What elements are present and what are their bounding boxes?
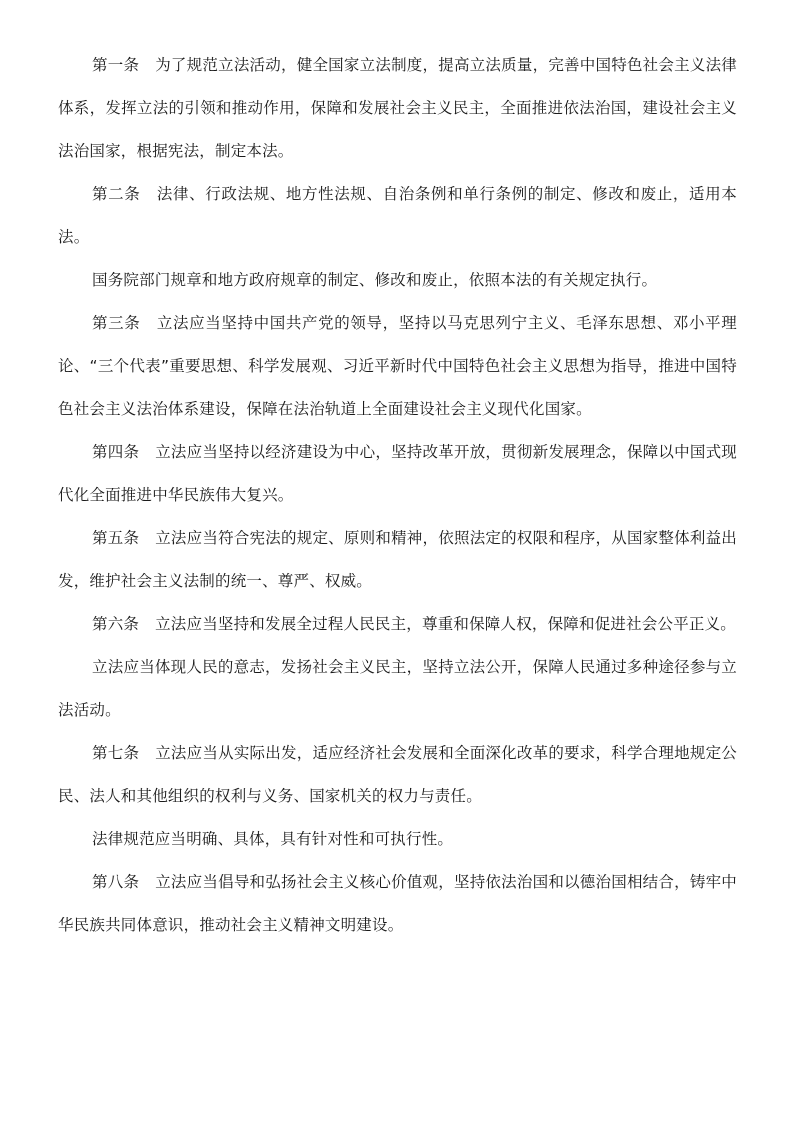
article-4-paragraph (58, 431, 737, 517)
article-label: 第二条 (92, 185, 141, 203)
article-label: 第六条 (92, 615, 140, 633)
paragraph-text: 立法应当倡导和弘扬社会主义核心价值观，坚持依法治国和以德治国相结合，铸牢中华民族共同体意识，推动社会主义精神文明建设。 (58, 873, 738, 934)
article-6-subparagraph (58, 646, 737, 732)
paragraph-text: 立法应当从实际出发，适应经济社会发展和全面深化改革的要求，科学合理地规定公民、法人和其他组织的权利与义务、国家机关的权力与责任。 (58, 744, 738, 805)
paragraph-text: 法律、行政法规、地方性法规、自治条例和单行条例的制定、修改和废止，适用本法。 (58, 185, 737, 246)
article-6-paragraph (58, 603, 737, 646)
article-1-paragraph (58, 44, 737, 173)
article-label: 第七条 (92, 744, 140, 762)
article-label: 第四条 (92, 443, 140, 461)
article-label: 第一条 (92, 56, 140, 74)
article-5-paragraph (58, 517, 737, 603)
article-2-paragraph (58, 173, 737, 259)
paragraph-text: 国务院部门规章和地方政府规章的制定、修改和废止，依照本法的有关规定执行。 (92, 271, 658, 289)
article-3-paragraph (58, 302, 737, 431)
article-label: 第八条 (92, 873, 140, 891)
paragraph-text: 为了规范立法活动，健全国家立法制度，提高立法质量，完善中国特色社会主义法律体系，发挥立法的引领和推动作用，保障和发展社会主义民主，全面推进依法治国，建设社会主义法治国家，根据宪法，制定本法。 (58, 56, 738, 160)
article-7-paragraph (58, 732, 737, 818)
article-8-paragraph (58, 861, 737, 947)
article-2-subparagraph (58, 259, 737, 302)
paragraph-text: 立法应当坚持和发展全过程人民民主，尊重和保障人权，保障和促进社会公平正义。 (155, 615, 737, 633)
paragraph-text: 立法应当坚持以经济建设为中心，坚持改革开放，贯彻新发展理念，保障以中国式现代化全面推进中华民族伟大复兴。 (58, 443, 738, 504)
article-7-subparagraph (58, 818, 737, 861)
paragraph-text: 立法应当坚持中国共产党的领导，坚持以马克思列宁主义、毛泽东思想、邓小平理论、“三个代表”重要思想、科学发展观、习近平新时代中国特色社会主义思想为指导，推进中国特色社会主义法治体系建设，保障在法治轨道上全面建设社会主义现代化国家。 (58, 314, 737, 418)
article-label: 第五条 (92, 529, 140, 547)
paragraph-text: 立法应当符合宪法的规定、原则和精神，依照法定的权限和程序，从国家整体利益出发，维护社会主义法制的统一、尊严、权威。 (58, 529, 738, 590)
article-label: 第三条 (92, 314, 141, 332)
paragraph-text: 立法应当体现人民的意志，发扬社会主义民主，坚持立法公开，保障人民通过多种途径参与立法活动。 (58, 658, 737, 719)
paragraph-text: 法律规范应当明确、具体，具有针对性和可执行性。 (92, 830, 454, 848)
